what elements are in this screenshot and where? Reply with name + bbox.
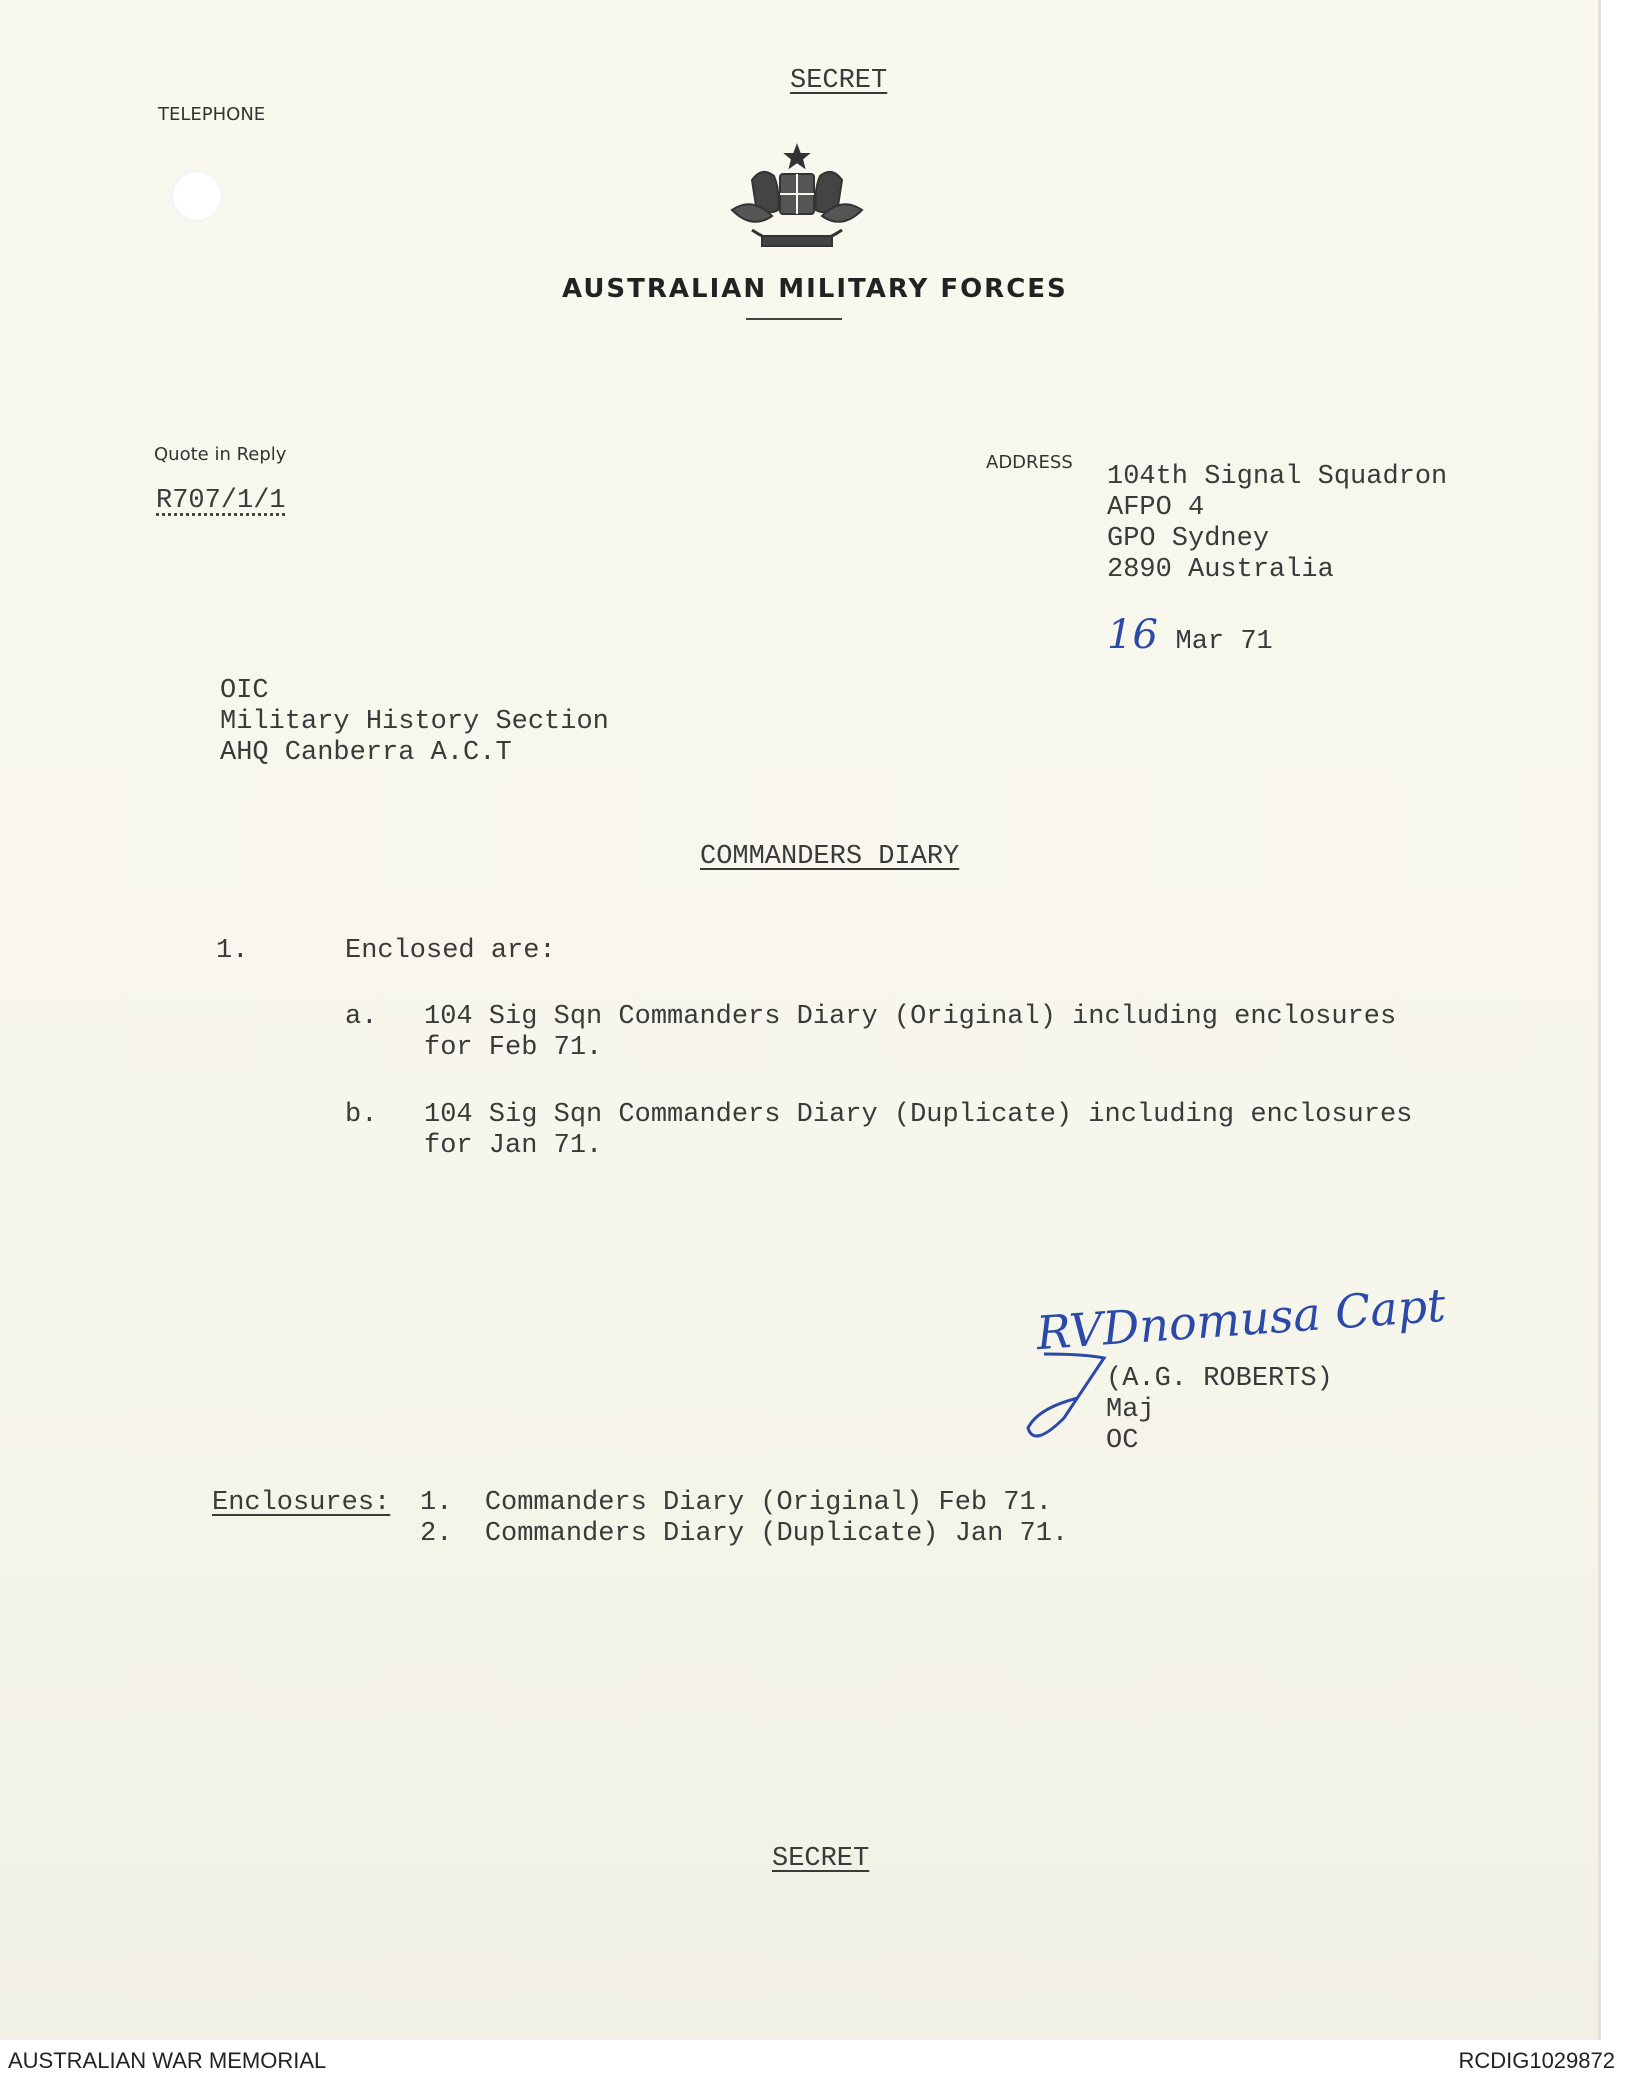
item-line: for Feb 71.: [424, 1033, 603, 1063]
item-b: [424, 1100, 1412, 1162]
signature-handwritten: RVDnomusa Capt: [1034, 1277, 1448, 1361]
classification-top: SECRET: [790, 66, 888, 96]
footer-right: RCDIG1029872: [1458, 2048, 1615, 2073]
item-letter: a.: [345, 1002, 378, 1032]
item-letter: b.: [345, 1100, 378, 1130]
footer-left: AUSTRALIAN WAR MEMORIAL: [8, 2048, 327, 2073]
para-intro: Enclosed are:: [345, 936, 556, 966]
punch-hole: [171, 170, 223, 222]
date: [1107, 612, 1273, 658]
address-label: ADDRESS: [986, 452, 1073, 473]
reference-label: Quote in Reply: [154, 444, 287, 465]
subject-heading: COMMANDERS DIARY: [700, 842, 960, 872]
telephone-label: TELEPHONE: [158, 104, 266, 125]
address-line: 2890 Australia: [1107, 555, 1334, 585]
recipient-line: OIC: [220, 676, 269, 706]
para-number: 1.: [216, 936, 249, 966]
enclosures-list: [420, 1488, 1068, 1550]
enclosure-item: [420, 1519, 1068, 1550]
item-line: 104 Sig Sqn Commanders Diary (Duplicate) including enclosures: [424, 1100, 1413, 1130]
enclosure-num: 1.: [420, 1488, 453, 1518]
recipient-line: Military History Section: [220, 707, 609, 737]
classification-bottom: SECRET: [772, 1844, 870, 1874]
signatory-title: OC: [1106, 1426, 1139, 1456]
signatory-rank: Maj: [1106, 1395, 1155, 1425]
item-a: [424, 1002, 1396, 1064]
enclosure-text: Commanders Diary (Duplicate) Jan 71.: [484, 1519, 1069, 1549]
item-line: 104 Sig Sqn Commanders Diary (Original) including enclosures: [424, 1002, 1397, 1032]
signatory-block: [1106, 1364, 1333, 1457]
date-day-handwritten: 16: [1107, 612, 1158, 658]
enclosure-num: 2.: [420, 1519, 453, 1549]
signatory-name: (A.G. ROBERTS): [1106, 1364, 1333, 1394]
enclosure-text: Commanders Diary (Original) Feb 71.: [484, 1488, 1052, 1518]
address-line: 104th Signal Squadron: [1107, 462, 1448, 492]
address-block: [1107, 462, 1447, 586]
enclosure-item: [420, 1488, 1068, 1519]
org-name: AUSTRALIAN MILITARY FORCES: [562, 274, 1068, 304]
date-rest: Mar 71: [1175, 627, 1273, 657]
coat-of-arms-icon: [722, 140, 872, 260]
recipient-block: [220, 676, 609, 769]
address-line: GPO Sydney: [1107, 524, 1270, 554]
recipient-line: AHQ Canberra A.C.T: [220, 738, 512, 768]
enclosures-label: Enclosures:: [212, 1488, 391, 1518]
address-line: AFPO 4: [1107, 493, 1205, 523]
org-divider: [746, 318, 842, 320]
item-line: for Jan 71.: [424, 1131, 603, 1161]
reference-value: R707/1/1: [156, 486, 286, 516]
